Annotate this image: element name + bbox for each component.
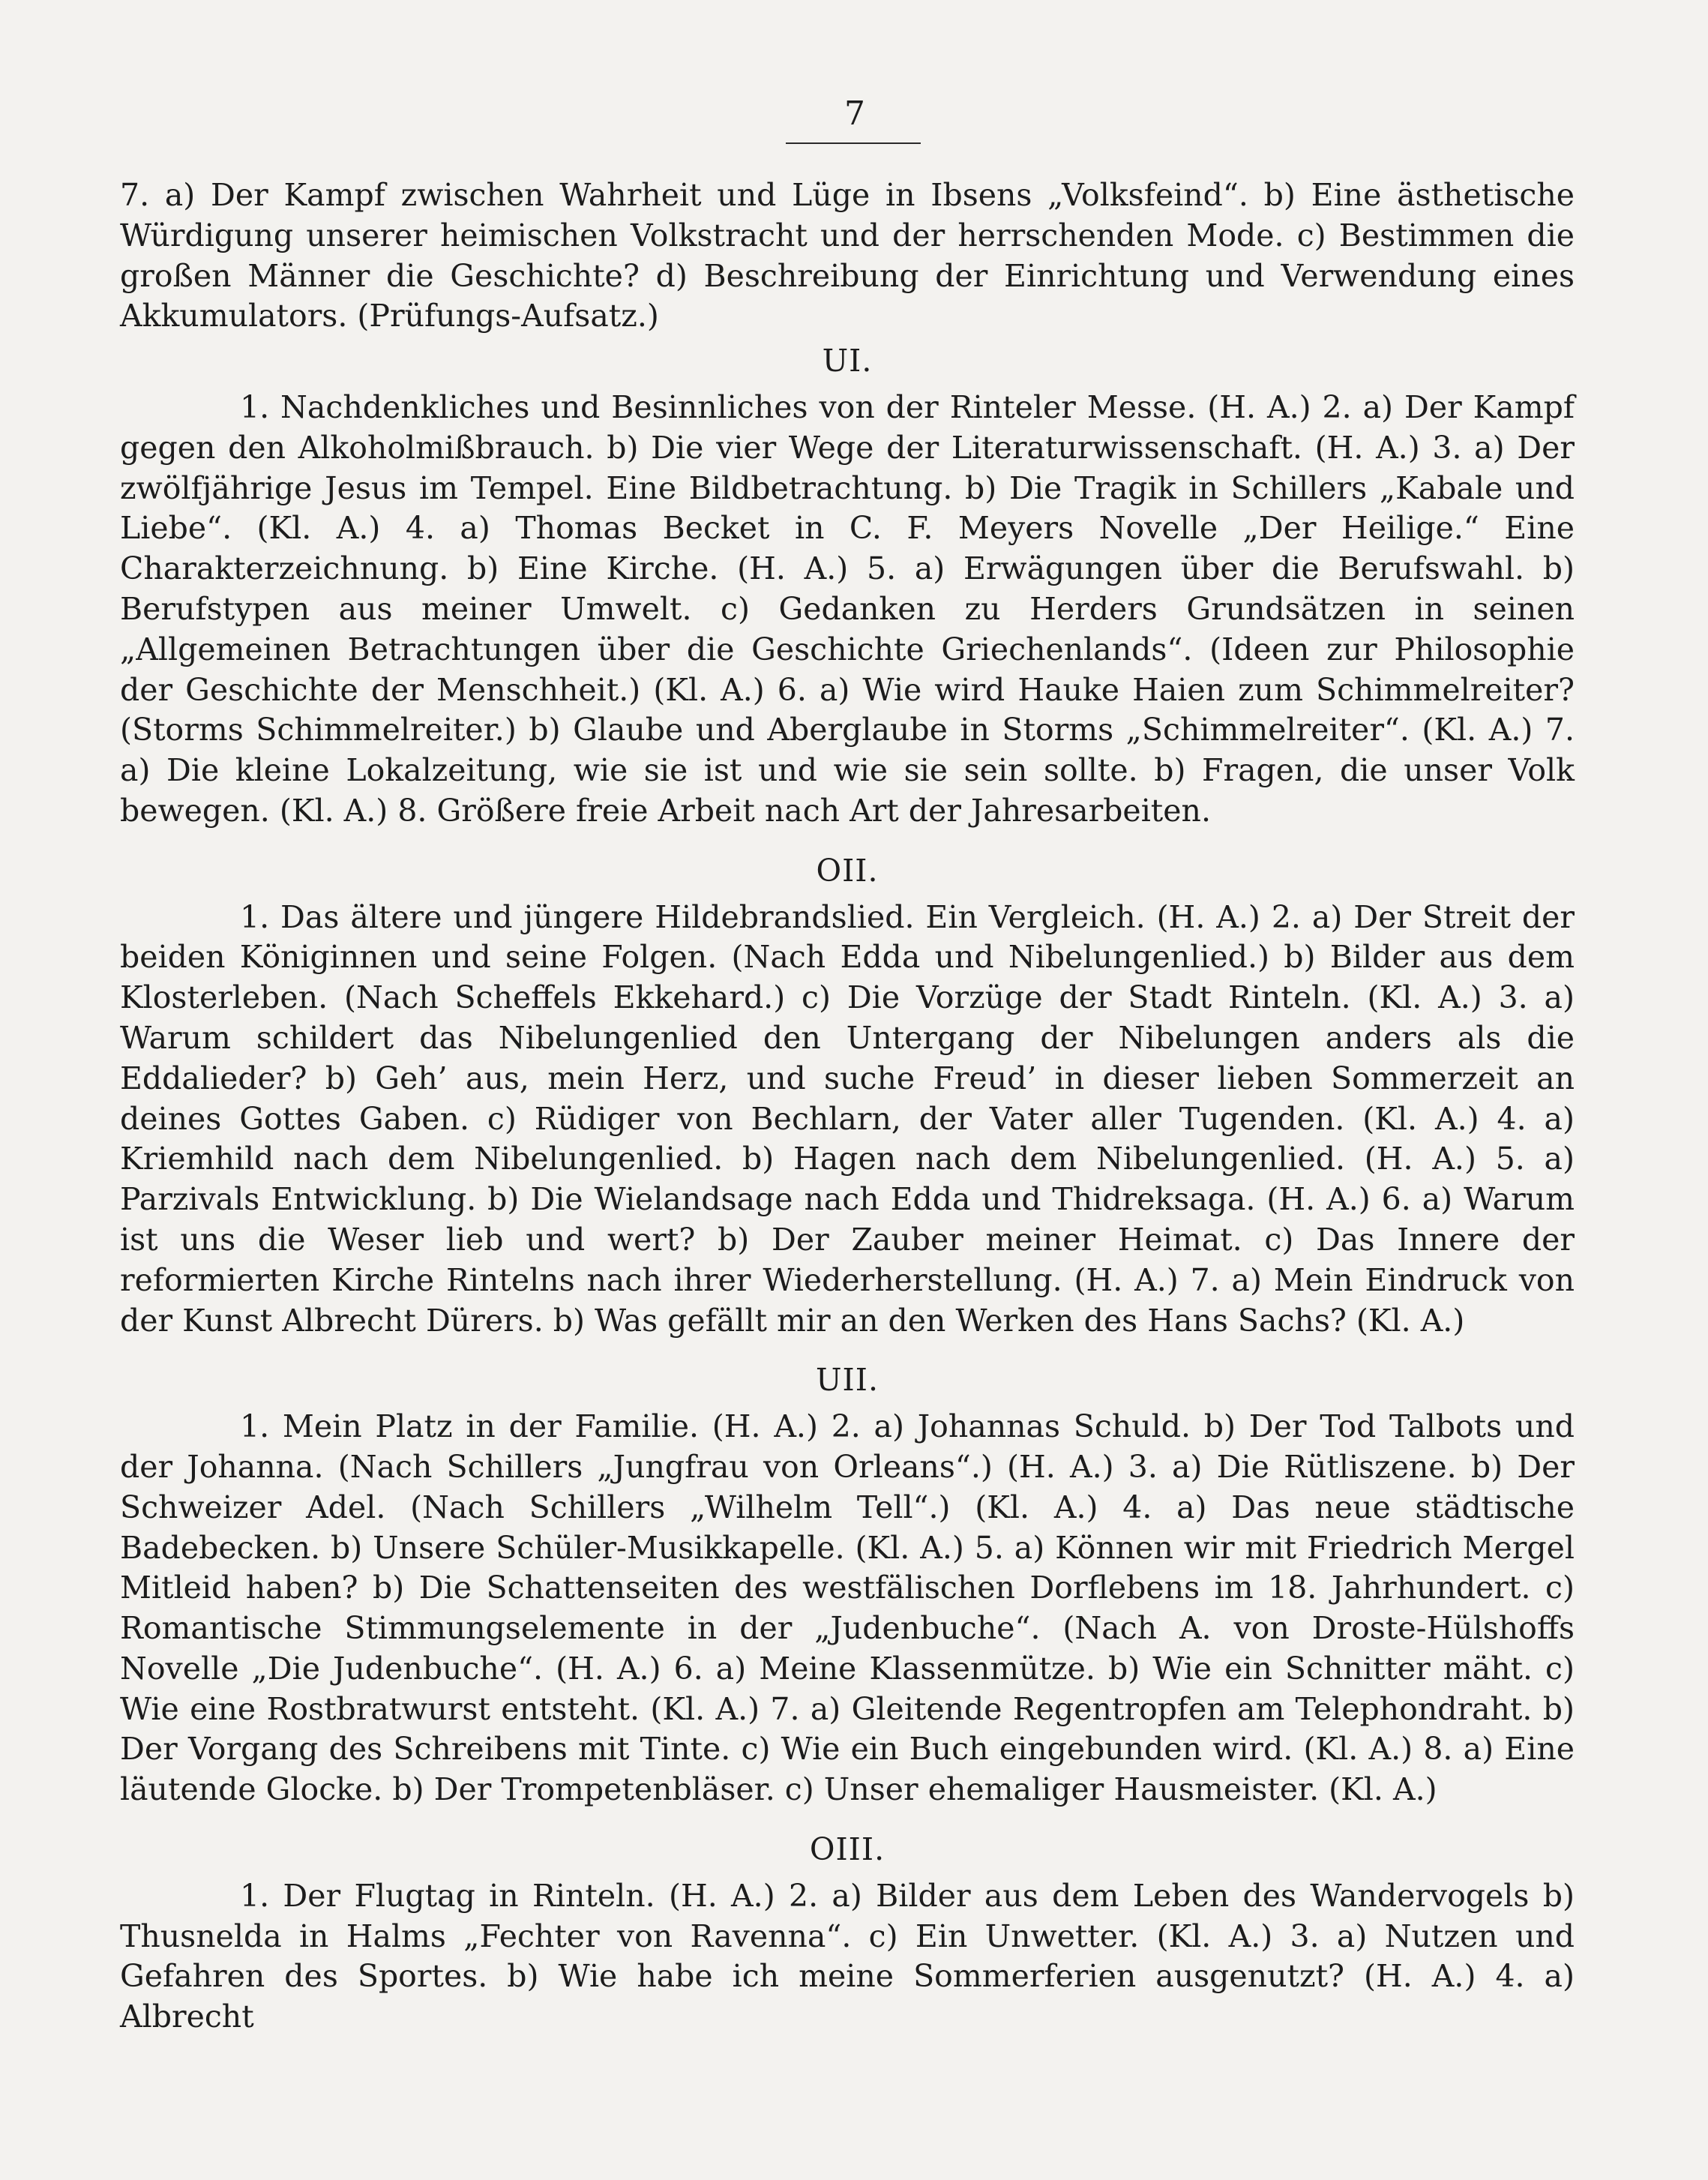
section-uii-paragraph: 1. Mein Platz in der Familie. (H. A.) 2. a) Johannas Schuld. b) Der Tod Talbots und der Johanna. (Nach Schillers „Jungfrau von Orleans“.) (H. A.) 3. a) Die Rütliszene. b) Der Schweizer Adel. (Nach Schillers „Wilhelm Tell“.) (Kl. A.) 4. a) Das neue städtische Badebecken. b) Unsere Schüler-Musikkapelle. (Kl. A.) 5. a) Können wir mit Friedrich Mergel Mitleid haben? b) Die Schattenseiten des westfälischen Dorflebens im 18. Jahrhundert. c) Romantische Stimmungselemente in der „Judenbuche“. (Nach A. von Droste-Hülshoffs Novelle „Die Judenbuche“. (H. A.) 6. a) Meine Klassenmütze. b) Wie ein Schnitter mäht. c) Wie eine Rostbratwurst entsteht. (Kl. A.) 7. a) Gleitende Regentropfen am Telephondraht. b) Der Vorgang des Schreibens mit Tinte. c) Wie ein Buch eingebunden wird. (Kl. A.) 8. a) Eine läutende Glocke. b) Der Trompetenbläser. c) Unser ehemaliger Hausmeister. (Kl. A.) <box>120 1408 1575 1808</box>
heading-oiii: OIII. <box>809 1831 885 1868</box>
page-body <box>120 175 1575 2038</box>
section-oiii-paragraph: 1. Der Flugtag in Rinteln. (H. A.) 2. a) Bilder aus dem Leben des Wandervogels b) Thusnelda in Halms „Fechter von Ravenna“. c) Ein Unwetter. (Kl. A.) 3. a) Nutzen und Gefahren des Sportes. b) Wie habe ich meine Sommerferien ausgenutzt? (H. A.) 4. a) Albrecht <box>120 1877 1575 2035</box>
section-oii-paragraph: 1. Das ältere und jüngere Hildebrandslied. Ein Vergleich. (H. A.) 2. a) Der Streit der beiden Königinnen und seine Folgen. (Nach Edda und Nibelungenlied.) b) Bilder aus dem Klosterleben. (Nach Scheffels Ekkehard.) c) Die Vorzüge der Stadt Rinteln. (Kl. A.) 3. a) Warum schildert das Nibelungenlied den Untergang der Nibelungen anders als die Eddalieder? b) Geh’ aus, mein Herz, und suche Freud’ in dieser lieben Sommerzeit an deines Gottes Gaben. c) Rüdiger von Bechlarn, der Vater aller Tugenden. (Kl. A.) 4. a) Kriemhild nach dem Nibelungenlied. b) Hagen nach dem Nibelungenlied. (H. A.) 5. a) Parzivals Entwicklung. b) Die Wielandsage nach Edda und Thidreksaga. (H. A.) 6. a) Warum ist uns die Weser lieb und wert? b) Der Zauber meiner Heimat. c) Das Innere der reformierten Kirche Rintelns nach ihrer Wiederherstellung. (H. A.) 7. a) Mein Eindruck von der Kunst Albrecht Dürers. b) Was gefällt mir an den Werken des Hans Sachs? (Kl. A.) <box>120 898 1575 1339</box>
page-number-rule <box>786 142 921 144</box>
section-7-paragraph: 7. a) Der Kampf zwischen Wahrheit und Lüge in Ibsens „Volksfeind“. b) Eine ästhetische Würdigung unserer heimischen Volkstracht und der herrschenden Mode. c) Bestimmen die großen Männer die Geschichte? d) Beschreibung der Einrichtung und Verwendung eines Akkumulators. (Prüfungs-Aufsatz.) <box>120 177 1575 334</box>
heading-oii: OII. <box>816 852 879 889</box>
heading-ui: UI. <box>822 343 873 379</box>
section-ui-paragraph: 1. Nachdenkliches und Besinnliches von der Rinteler Messe. (H. A.) 2. a) Der Kampf gegen den Alkoholmißbrauch. b) Die vier Wege der Literaturwissenschaft. (H. A.) 3. a) Der zwölfjährige Jesus im Tempel. Eine Bildbetrachtung. b) Die Tragik in Schillers „Kabale und Liebe“. (Kl. A.) 4. a) Thomas Becket in C. F. Meyers Novelle „Der Heilige.“ Eine Charakterzeichnung. b) Eine Kirche. (H. A.) 5. a) Erwägungen über die Berufswahl. b) Berufstypen aus meiner Umwelt. c) Gedanken zu Herders Grundsätzen in seinen „Allgemeinen Betrachtungen über die Geschichte Griechenlands“. (Ideen zur Philosophie der Geschichte der Menschheit.) (Kl. A.) 6. a) Wie wird Hauke Haien zum Schimmelreiter? (Storms Schimmelreiter.) b) Glaube und Aberglaube in Storms „Schimmelreiter“. (Kl. A.) 7. a) Die kleine Lokalzeitung, wie sie ist und wie sie sein sollte. b) Fragen, die unser Volk bewegen. (Kl. A.) 8. Größere freie Arbeit nach Art der Jahresarbeiten. <box>120 388 1575 829</box>
page-number: 7 <box>844 94 865 133</box>
heading-uii: UII. <box>816 1362 879 1399</box>
